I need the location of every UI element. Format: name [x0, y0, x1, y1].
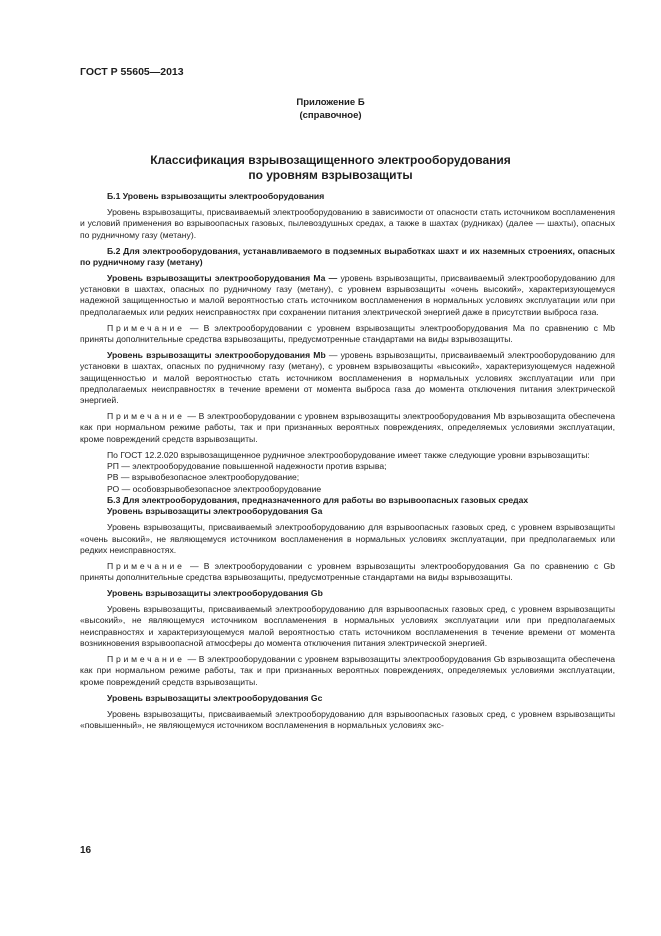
note-paragraph — [80, 323, 615, 346]
paragraph — [80, 273, 615, 318]
subsection-heading: Уровень взрывозащиты электрооборудования Gc — [107, 692, 323, 703]
list-item: РО — особовзрывобезопасное электрооборудование — [107, 483, 322, 494]
list-item: РВ — взрывобезопасное электрооборудование; — [107, 472, 300, 483]
appendix-title: Приложение Б — [296, 97, 365, 108]
appendix-subtitle: (справочное) — [299, 109, 362, 121]
note-paragraph — [80, 561, 615, 584]
paragraph: Уровень взрывозащиты, присваиваемый электрооборудованию в зависимости от опасности стать источником воспламенения и условий применения во взрывоопасных газовых, пылевоздушных средах, а также в шахтах (рудниках) (далее — шахты), опасных по рудничному газу (метану). — [80, 206, 615, 240]
page-title-line-2: по уровням взрывозащиты — [248, 168, 413, 182]
paragraph: Уровень взрывозащиты, присваиваемый электрооборудованию для взрывоопасных газовых сред, с уровнем взрывозащиты «повышенный», не являющемуся источником воспламенения в нормальных условиях экс- — [80, 708, 615, 730]
paragraph: Уровень взрывозащиты, присваиваемый электрооборудованию для взрывоопасных газовых сред, с уровнем взрывозащиты «высокий», не являющемуся источником воспламенения в нормальных условиях эксплуатации или при предполагаемых неисправностях и характеризующемуся малой вероятностью стать источником воспламенения в течение времени от момента возникновения взрывоопасной атмосферы до момента отключения питания электрической энергией. — [80, 604, 615, 648]
note-text: — В электрооборудовании с уровнем взрывозащиты электрооборудования Mb взрывозащита обеспечена как при нормальном режиме работы, так и при признанных вероятных повреждениях, определяемых условиями эксплуатации, кроме повреждений средств взрывозащиты. — [80, 411, 615, 444]
term-lead: Уровень взрывозащиты электрооборудования Ма — — [107, 272, 338, 283]
note-paragraph — [80, 654, 615, 688]
paragraph — [80, 350, 615, 406]
paragraph: Уровень взрывозащиты, присваиваемый электрооборудованию для взрывоопасных газовых сред, с уровнем взрывозащиты «очень высокий», не являющемуся источником воспламенения в нормальных условиях эксплуатации, при предполагаемых или редких неисправностях. — [80, 522, 615, 555]
note-paragraph — [80, 411, 615, 445]
document-header: ГОСТ Р 55605—2013 — [80, 66, 184, 78]
note-text: — В электрооборудовании с уровнем взрывозащиты электрооборудования Gb взрывозащита обеспечена как при нормальном режиме работы, так и при признанных вероятных повреждениях, определяемых условиями эксплуатации, кроме повреждений средств взрывозащиты. — [80, 653, 615, 687]
note-label: Примечание — [107, 560, 185, 571]
subsection-heading: Уровень взрывозащиты электрооборудования Gb — [107, 588, 323, 599]
page-title — [0, 153, 661, 183]
page-title-line-1: Классификация взрывозащищенного электрооборудования — [150, 153, 511, 167]
section-heading: Б.2 Для электрооборудования, устанавливаемого в подземных выработках шахт и их наземных строениях, опасных по рудничному газу (метану) — [80, 245, 615, 267]
note-label: Примечание — [107, 322, 185, 333]
note-label: Примечание — [107, 653, 185, 664]
appendix-heading — [0, 97, 661, 122]
section-heading: Б.1 Уровень взрывозащиты электрооборудования — [107, 191, 325, 201]
page-number: 16 — [80, 845, 92, 856]
document-body — [80, 191, 615, 736]
term-text: уровень взрывозащиты, присваиваемый электрооборудованию для установки в шахтах, опасных по рудничному газу (метану), с уровнем взрывозащиты «очень высокий», характеризующемуся надежной защищенностью и малой вероятностью стать источником воспламенения в нормальных условиях эксплуатации или при предполагаемых или редких неисправностях при сохранении питания электрической энергией даже в присутствии выброса газа. — [80, 272, 615, 317]
term-text: — уровень взрывозащиты, присваиваемый электрооборудованию для установки в шахтах, опасных по рудничному газу (метану), с уровнем взрывозащиты «высокий», характеризующемуся надежной защищенностью и малой вероятностью стать источником воспламенения в нормальных условиях эксплуатации или при предполагаемых неисправностях в течение времени от момента выброса газа до момента отключения питания электрической энергией. — [80, 350, 615, 406]
note-text: — В электрооборудовании с уровнем взрывозащиты электрооборудования Ма по сравнению с Mb приняты дополнительные средства взрывозащиты, предусмотренные стандартами на виды взрывозащиты. — [80, 322, 615, 345]
note-label: Примечание — [107, 411, 185, 422]
section-heading: Б.3 Для электрооборудования, предназначенного для работы во взрывоопасных газовых средах — [107, 494, 529, 505]
list-item: РП — электрооборудование повышенной надежности против взрыва; — [107, 461, 387, 472]
note-text: — В электрооборудовании с уровнем взрывозащиты электрооборудования Ga по сравнению с Gb приняты дополнительные средства взрывозащиты, предусмотренные стандартами на виды взрывозащиты. — [80, 560, 615, 583]
subsection-heading: Уровень взрывозащиты электрооборудования Ga — [107, 506, 323, 517]
paragraph: По ГОСТ 12.2.020 взрывозащищенное рудничное электрооборудование имеет также следующие уровни взрывозащиты: — [107, 449, 590, 460]
term-lead: Уровень взрывозащиты электрооборудования Mb — [107, 350, 326, 360]
